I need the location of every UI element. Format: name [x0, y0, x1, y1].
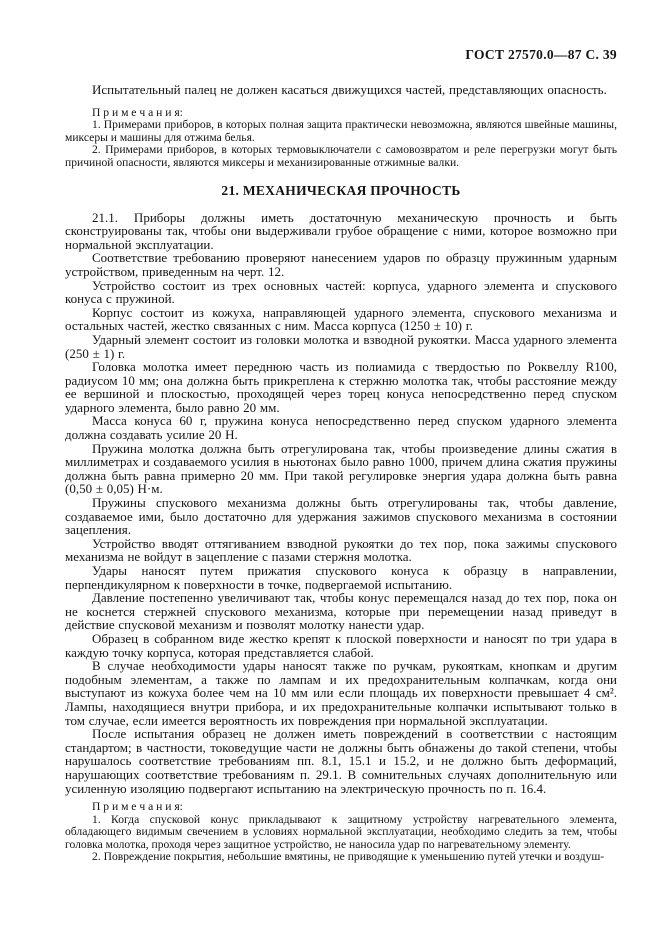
paragraph-21-1: 21.1. Приборы должны иметь достаточную механическую прочность и быть сконструированы так, чтобы они выдерживали грубое обращение с ними, которое возможно при нормальной эксплуатации. [65, 209, 617, 252]
notes-bottom-item-1: 1. Когда спусковой конус прикладывают к защитному устройству нагревательного элемента, обладающего видимым свечением в условиях нормальной эксплуатации, необходимо следить за тем, чтобы головка молотка, проходя через защитное устройство, не наносила удар по нагревательному элементу. [65, 812, 617, 851]
paragraph-cocking: Устройство вводят оттягиванием взводной рукоятки до тех пор, пока зажимы спускового механизма не войдут в зацепление с пазами стержня молотка. [65, 535, 617, 565]
paragraph-cone-mass: Масса конуса 60 г, пружина конуса непосредственно перед спуском ударного элемента должна создавать усилие 20 Н. [65, 413, 617, 443]
notes-bottom [65, 801, 617, 864]
section-heading: 21. МЕХАНИЧЕСКАЯ ПРОЧНОСТЬ [221, 182, 461, 198]
notes-top-item-1: 1. Примерами приборов, в которых полная защита практически невозможна, являются швейные машины, миксеры и машины для отжима белья. [65, 118, 617, 144]
notes-top-label: П р и м е ч а н и я: [92, 105, 183, 119]
notes-top [65, 107, 617, 170]
notes-bottom-item-2: 2. Повреждение покрытия, небольшие вмятины, не приводящие к уменьшению путей утечки и воздуш- [92, 850, 605, 864]
paragraph-housing: Корпус состоит из кожуха, направляющей ударного элемента, спускового механизма и остальных частей, жестко связанных с ним. Масса корпуса (1250 ± 10) г. [65, 304, 617, 334]
notes-top-item-2: 2. Примерами приборов, в которых термовыключатели с самовозвратом и реле перегрузки могут быть причиной опасности, являются миксеры и механизированные отжимные валки. [65, 143, 617, 169]
notes-bottom-label: П р и м е ч а н и я: [92, 800, 183, 814]
paragraph-after-test: После испытания образец не должен иметь повреждений в соответствии с настоящим стандартом; в частности, токоведущие части не должны быть обнажены до такой степени, чтобы нарушалось соответствие требованиям пп. 8.1, 15.1 и 15.2, и не должно быть деформаций, нарушающих соответствие требованиям п. 29.1. В сомнительных случаях дополнительную или усиленную изоляцию подвергают испытанию на электрическую прочность по п. 16.4. [65, 726, 617, 796]
page-header: ГОСТ 27570.0—87 С. 39 [465, 47, 617, 62]
intro-paragraph: Испытательный палец не должен касаться движущихся частей, представляющих опасность. [92, 82, 607, 97]
paragraph-pressure-increase: Давление постепенно увеличивают так, чтобы конус перемещался назад до тех пор, пока он не коснется стержней спускового механизма, которые при перемещении назад приведут в действие спусковой механизм и позволят молотку нанести удар. [65, 590, 617, 633]
paragraph-sample-mounting: Образец в собранном виде жестко крепят к плоской поверхности и наносят по три удара в каждую точку корпуса, которая представляется слабой. [65, 630, 617, 660]
paragraph-trigger-springs: Пружины спускового механизма должны быть отрегулированы так, чтобы давление, создаваемое ими, было достаточно для удержания зажимов спускового механизма в состоянии зацепления. [65, 495, 617, 538]
paragraph-device-parts: Устройство состоит из трех основных частей: корпуса, ударного элемента и спускового конуса с пружиной. [65, 277, 617, 307]
paragraph-hammer-spring: Пружина молотка должна быть отрегулирована так, чтобы произведение длины сжатия в миллиметрах и создаваемого усилия в ньютонах было равно 1000, причем длина сжатия пружины должна быть равна примерно 20 мм. При такой регулировке энергия удара должна быть равна (0,50 ± 0,05) Н·м. [65, 440, 617, 497]
paragraph-handles-lamps: В случае необходимости удары наносят также по ручкам, рукояткам, кнопкам и другим подобным элементам, а также по лампам и их предохранительным колпачкам, когда они выступают из кожуха более чем на 10 мм или если площадь их поверхности превышает 4 см². Лампы, находящиеся внутри прибора, и их предохранительные колпачки испытывают только в том случае, если имеется вероятность их повреждения при нормальной эксплуатации. [65, 658, 617, 728]
section-body [65, 211, 617, 796]
paragraph-hammer-head: Головка молотка имеет переднюю часть из полиамида с твердостью по Роквеллу R100, радиусом 10 мм; она должна быть прикреплена к стержню молотка так, чтобы расстояние между ее вершиной и плоскостью, проходящей через торец конуса непосредственно перед спуском ударного элемента, было равно 20 мм. [65, 359, 617, 415]
paragraph-verification: Соответствие требованию проверяют нанесением ударов по образцу пружинным ударным устройством, приведенным на черт. 12. [65, 250, 617, 279]
paragraph-blows-direction: Удары наносят путем прижатия спускового конуса к образцу в направлении, перпендикулярном к поверхности в точке, подвергаемой испытанию. [65, 563, 617, 592]
paragraph-striking-element: Ударный элемент состоит из головки молотка и взводной рукоятки. Масса ударного элемента (250 ± 1) г. [65, 331, 617, 361]
